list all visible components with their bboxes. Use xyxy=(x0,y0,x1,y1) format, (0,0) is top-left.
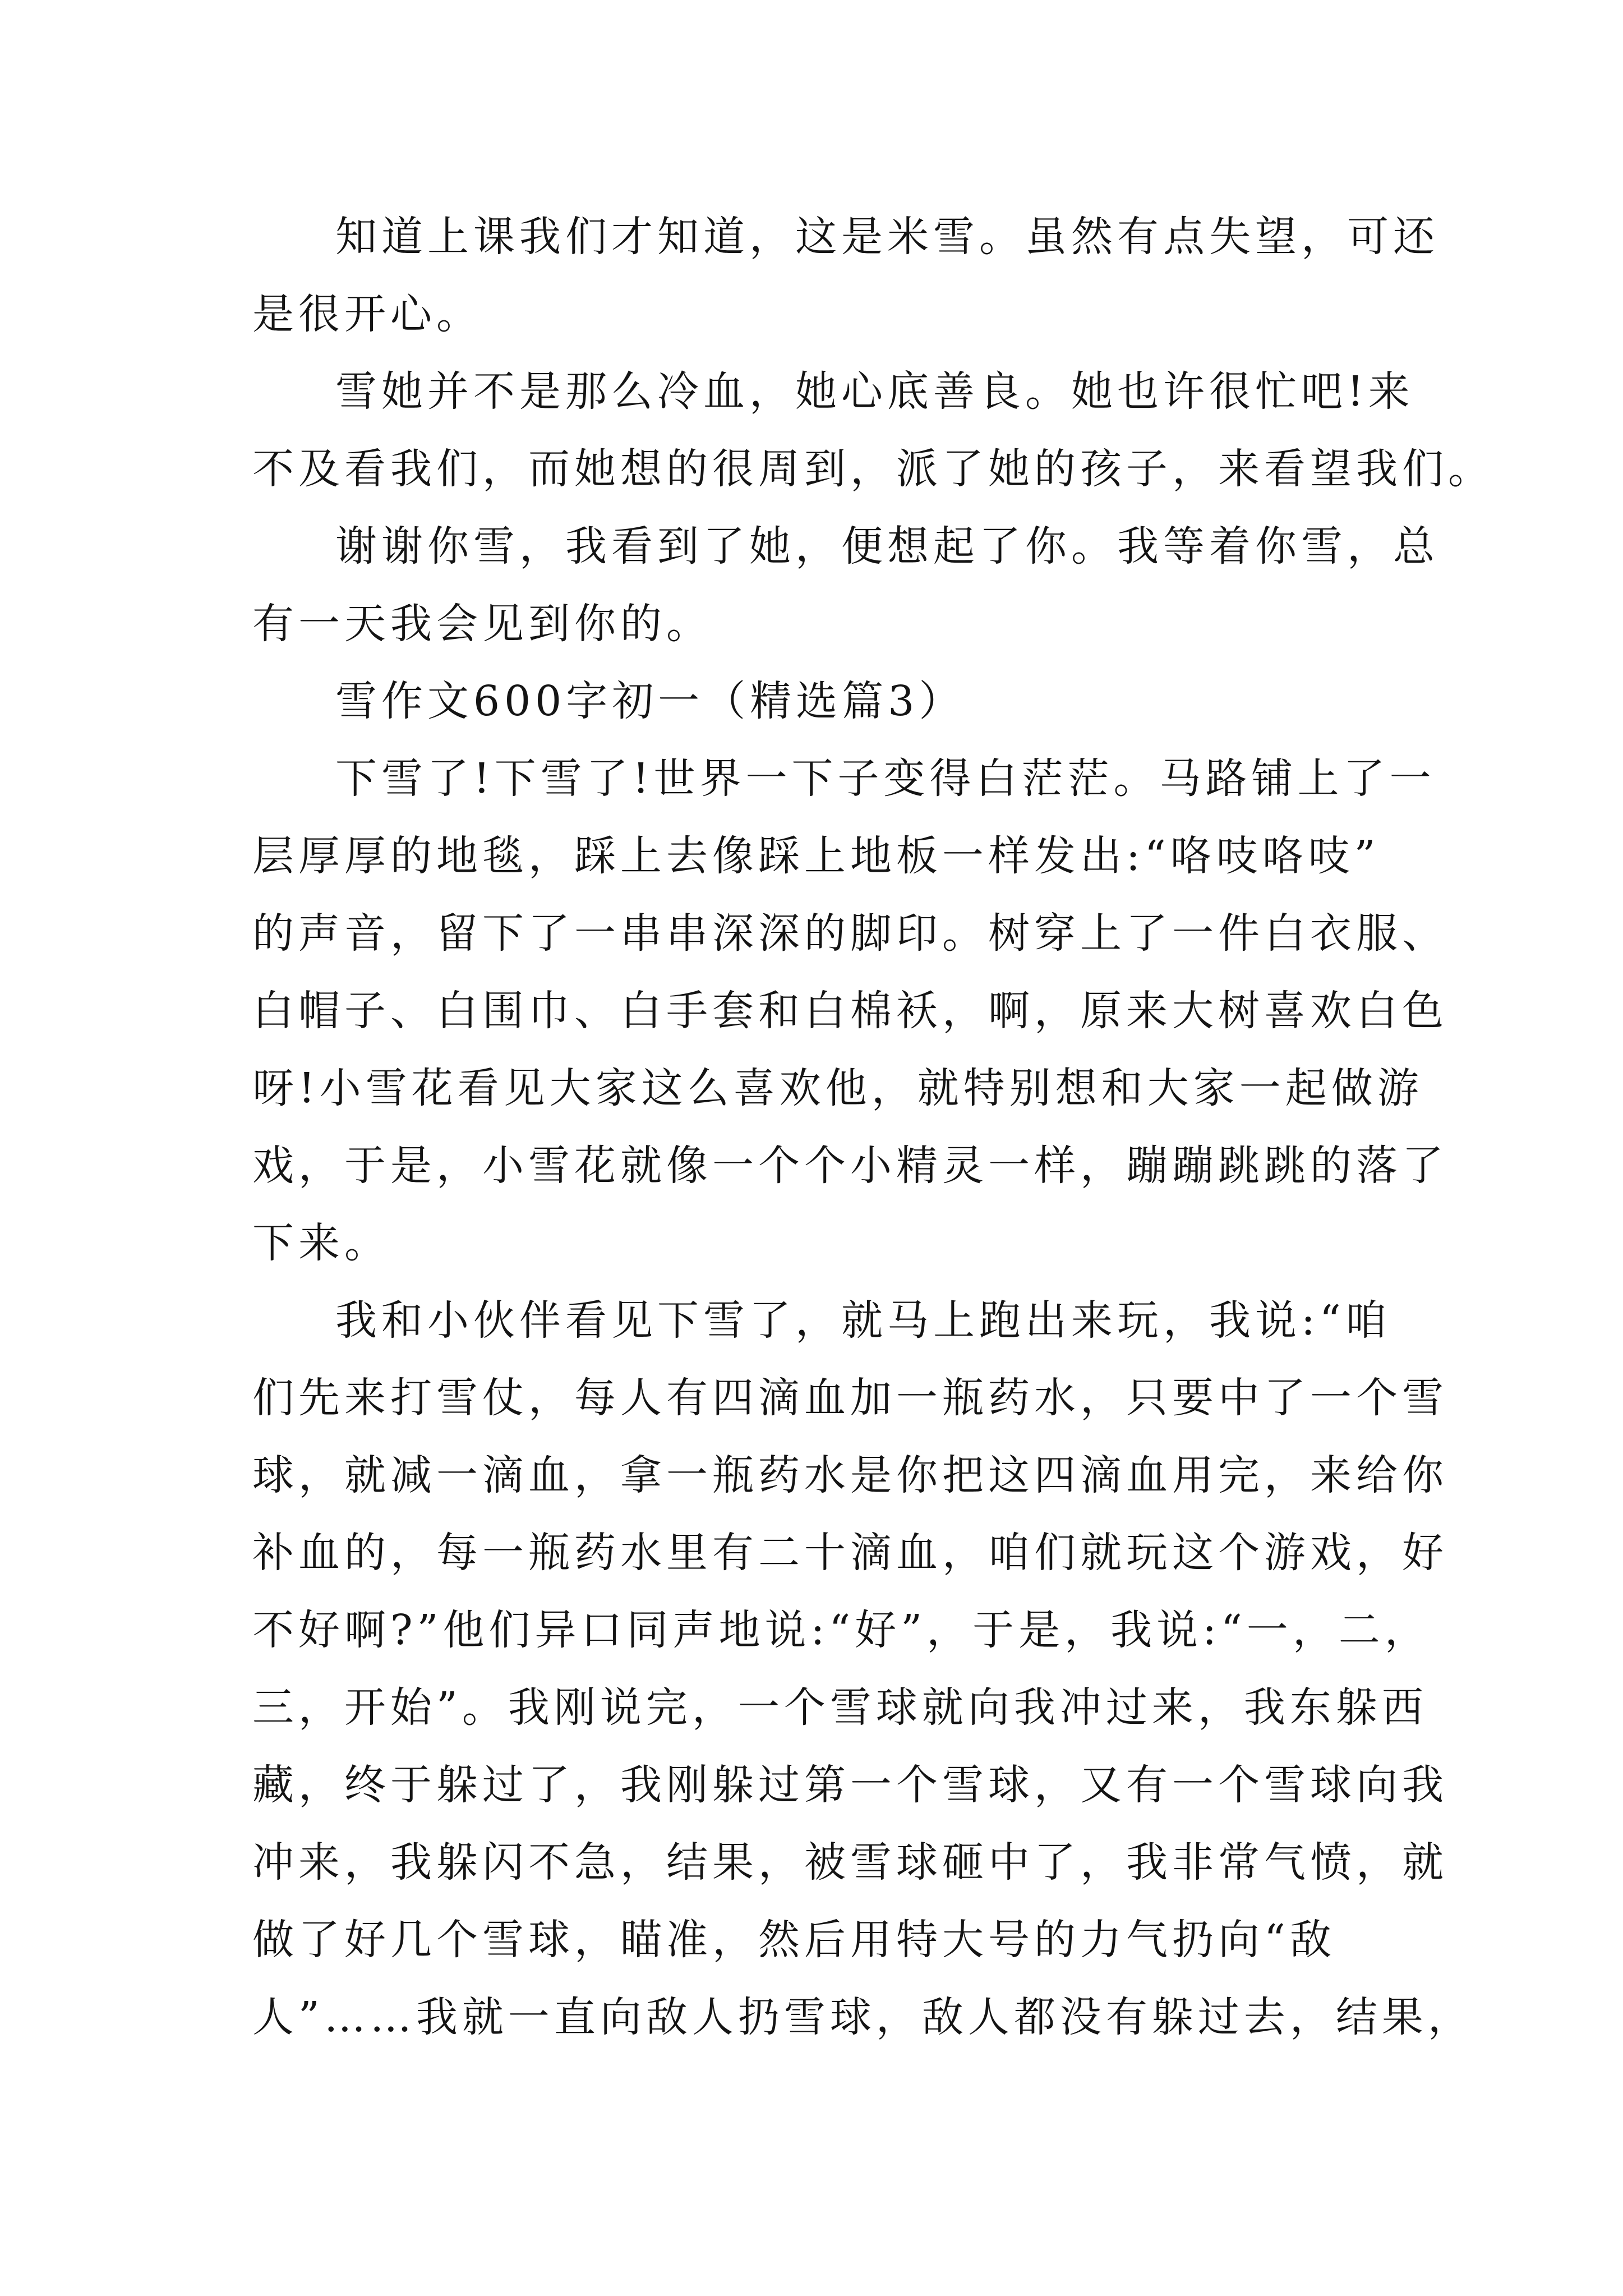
paragraph-line: 戏，于是，小雪花就像一个个小精灵一样，蹦蹦跳跳的落了 xyxy=(252,1142,1448,1190)
paragraph-line: 不及看我们，而她想的很周到，派了她的孩子，来看望我们。 xyxy=(252,445,1494,493)
paragraph-line: 层厚厚的地毯，踩上去像踩上地板一样发出:“咯吱咯吱” xyxy=(252,832,1380,880)
paragraph-line: 三，开始”。我刚说完，一个雪球就向我冲过来，我东躲西 xyxy=(252,1683,1428,1732)
paragraph-line: 白帽子、白围巾、白手套和白棉袄，啊，原来大树喜欢白色 xyxy=(252,987,1448,1035)
paragraph-line: 球，就减一滴血，拿一瓶药水是你把这四滴血用完，来给你 xyxy=(252,1451,1448,1499)
paragraph-line: 的声音，留下了一串串深深的脚印。树穿上了一件白衣服、 xyxy=(252,909,1448,958)
paragraph-line: 下雪了!下雪了!世界一下子变得白茫茫。马路铺上了一 xyxy=(335,754,1436,803)
paragraph-line: 藏，终于躲过了，我刚躲过第一个雪球，又有一个雪球向我 xyxy=(252,1761,1448,1809)
paragraph-line: 是很开心。 xyxy=(252,290,482,338)
paragraph-line: 不好啊?”他们异口同声地说:“好”，于是，我说:“一，二， xyxy=(252,1606,1431,1654)
paragraph-line: 补血的，每一瓶药水里有二十滴血，咱们就玩这个游戏，好 xyxy=(252,1529,1448,1577)
paragraph-line: 谢谢你雪，我看到了她，便想起了你。我等着你雪，总 xyxy=(335,522,1439,570)
paragraph-line: 雪她并不是那么冷血，她心底善良。她也许很忙吧!来 xyxy=(335,367,1414,416)
paragraph-line: 冲来，我躲闪不急，结果，被雪球砸中了，我非常气愤，就 xyxy=(252,1838,1448,1887)
paragraph-line: 们先来打雪仗，每人有四滴血加一瓶药水，只要中了一个雪 xyxy=(252,1374,1448,1422)
paragraph-line: 我和小伙伴看见下雪了，就马上跑出来玩，我说:“咱 xyxy=(335,1296,1391,1345)
paragraph-line: 有一天我会见到你的。 xyxy=(252,600,712,648)
paragraph-line: 人”……我就一直向敌人扔雪球，敌人都没有躲过去，结果， xyxy=(252,1993,1474,2041)
paragraph-line: 呀!小雪花看见大家这么喜欢他，就特别想和大家一起做游 xyxy=(252,1064,1423,1112)
paragraph-line: 知道上课我们才知道，这是米雪。虽然有点失望，可还 xyxy=(335,213,1439,261)
paragraph-line: 下来。 xyxy=(252,1219,390,1267)
section-heading: 雪作文600字初一（精选篇3） xyxy=(335,677,965,725)
paragraph-line: 做了好几个雪球，瞄准，然后用特大号的力气扔向“敌 xyxy=(252,1916,1336,1964)
